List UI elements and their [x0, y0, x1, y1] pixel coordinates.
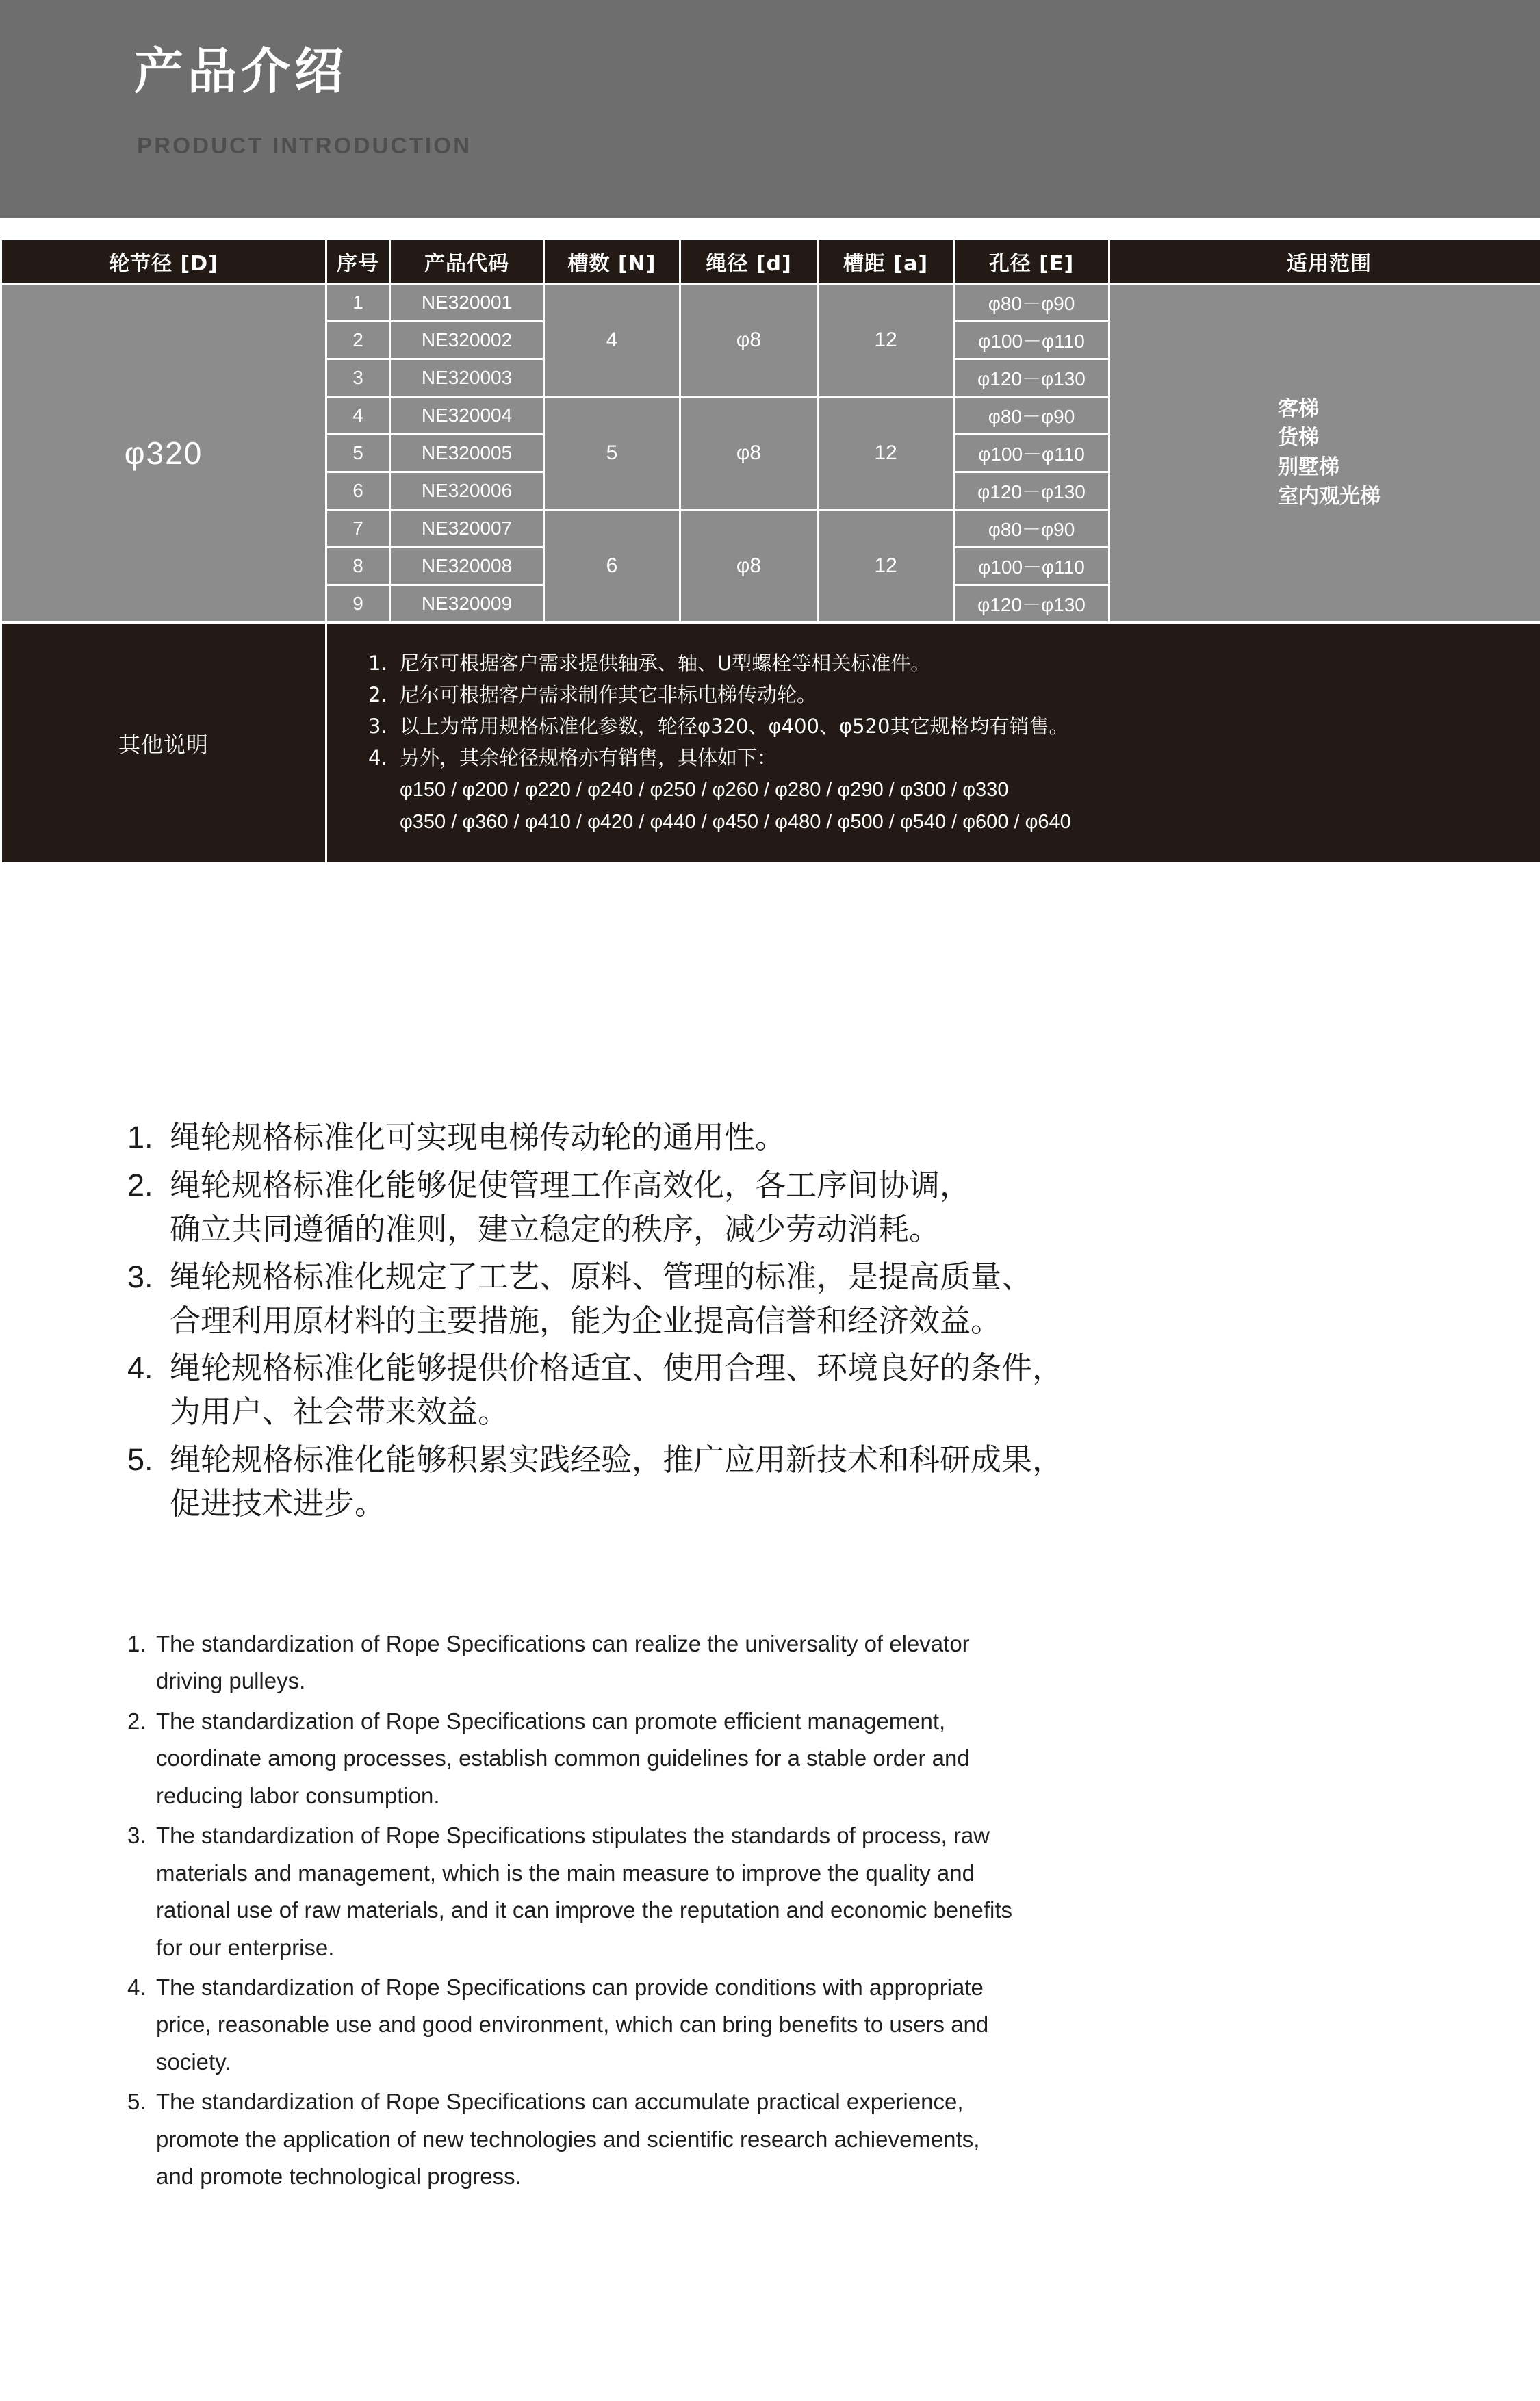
specification-table-wrapper [0, 238, 1540, 864]
note-item [368, 743, 1540, 773]
list-item-text [170, 1116, 1448, 1159]
list-item-line: The standardization of Rope Specifications can promote efficient management, [156, 1708, 946, 1734]
list-item [127, 2083, 1455, 2195]
list-item [127, 1255, 1448, 1343]
list-item-line: 绳轮规格标准化能够提供价格适宜、使用合理、环境良好的条件， [170, 1350, 1064, 1387]
list-item-text [156, 1817, 1455, 1966]
cell-bore-diameter: φ80－φ90 [955, 511, 1108, 546]
cell-product-code: NE320009 [391, 586, 543, 621]
cell-groove-count: 5 [545, 398, 679, 509]
english-benefits-list [127, 1626, 1455, 2198]
list-item-line: The standardization of Rope Specifications can realize the universality of elevator [156, 1631, 970, 1656]
note-number: 4. [368, 746, 387, 770]
note-text: 尼尔可根据客户需求制作其它非标电梯传动轮。 [400, 683, 817, 707]
col-header-product-code: 产品代码 [391, 240, 543, 283]
list-item [127, 1703, 1455, 1814]
list-item-text [170, 1438, 1448, 1526]
list-item-number: 1. [127, 1631, 146, 1656]
scope-item: 别墅梯 [1278, 455, 1339, 479]
list-item-line: The standardization of Rope Specifications can accumulate practical experience, [156, 2089, 964, 2115]
cell-rope-diameter: φ8 [681, 398, 817, 509]
page-subtitle: PRODUCT INTRODUCTION [137, 133, 472, 158]
cell-rope-diameter: φ8 [681, 285, 817, 396]
cell-index: 6 [327, 473, 389, 509]
note-number: 1. [368, 652, 387, 675]
list-item-line: 合理利用原材料的主要措施，能为企业提高信誉和经济效益。 [170, 1302, 1002, 1339]
list-item-text [156, 1969, 1455, 2081]
other-notes-row [2, 624, 1540, 862]
cell-bore-diameter: φ100－φ110 [955, 322, 1108, 358]
other-notes-body [327, 624, 1540, 862]
chinese-benefits-list [127, 1116, 1448, 1530]
list-item-line: for our enterprise. [156, 1934, 335, 1960]
cell-bore-diameter: φ80－φ90 [955, 398, 1108, 433]
cell-index: 2 [327, 322, 389, 358]
cell-bore-diameter: φ100－φ110 [955, 435, 1108, 471]
col-header-pitch-diameter: 轮节径 [D] [2, 240, 325, 283]
cell-product-code: NE320002 [391, 322, 543, 358]
cell-groove-pitch: 12 [819, 398, 953, 509]
cell-product-code: NE320008 [391, 548, 543, 584]
page-header-banner [0, 0, 1540, 218]
cell-rope-diameter: φ8 [681, 511, 817, 621]
col-header-application-scope: 适用范围 [1110, 240, 1540, 283]
note-number: 3. [368, 715, 387, 739]
cell-index: 7 [327, 511, 389, 546]
note-text: 以上为常用规格标准化参数，轮径φ320、φ400、φ520其它规格均有销售。 [400, 715, 1069, 739]
cell-application-scope [1110, 285, 1540, 621]
list-item-line: 绳轮规格标准化规定了工艺、原料、管理的标准，是提高质量、 [170, 1258, 1033, 1295]
list-item-number: 2. [127, 1708, 146, 1734]
list-item-number: 3. [127, 1823, 146, 1849]
list-item-number: 1. [127, 1120, 153, 1155]
cell-index: 9 [327, 586, 389, 621]
list-item-line: society. [156, 2049, 231, 2075]
list-item-line: coordinate among processes, establish common guidelines for a stable order and [156, 1745, 970, 1771]
note-item [368, 711, 1540, 741]
list-item-number: 5. [127, 2089, 146, 2115]
list-item [127, 1164, 1448, 1251]
cell-pitch-diameter: φ320 [2, 285, 325, 621]
cell-bore-diameter: φ100－φ110 [955, 548, 1108, 584]
note-item [368, 680, 1540, 710]
cell-groove-count: 6 [545, 511, 679, 621]
note-size-list [368, 774, 1540, 838]
list-item [127, 1438, 1448, 1526]
list-item-line: price, reasonable use and good environment, which can bring benefits to users and [156, 2012, 989, 2038]
list-item-number: 2. [127, 1167, 153, 1203]
cell-index: 1 [327, 285, 389, 320]
list-item-text [156, 1626, 1455, 1700]
cell-index: 5 [327, 435, 389, 471]
scope-item: 室内观光梯 [1278, 484, 1381, 509]
list-item-text [156, 1703, 1455, 1814]
cell-groove-count: 4 [545, 285, 679, 396]
list-item-line: 确立共同遵循的准则，建立稳定的秩序，减少劳动消耗。 [170, 1210, 940, 1247]
note-item [368, 648, 1540, 678]
list-item-line: rational use of raw materials, and it can improve the reputation and economic benefits [156, 1897, 1013, 1923]
cell-product-code: NE320007 [391, 511, 543, 546]
list-item-line: promote the application of new technologies and scientific research achievements, [156, 2126, 980, 2152]
scope-item: 货梯 [1278, 426, 1319, 450]
cell-product-code: NE320003 [391, 360, 543, 396]
cell-bore-diameter: φ120－φ130 [955, 586, 1108, 621]
table-header-row [2, 240, 1540, 283]
list-item [127, 1626, 1455, 1700]
other-notes-label: 其他说明 [2, 624, 325, 862]
cell-index: 3 [327, 360, 389, 396]
note-number: 2. [368, 683, 387, 707]
application-scope-list [1278, 395, 1381, 511]
cell-bore-diameter: φ120－φ130 [955, 360, 1108, 396]
cell-index: 8 [327, 548, 389, 584]
list-item-text [170, 1346, 1448, 1434]
cell-bore-diameter: φ80－φ90 [955, 285, 1108, 320]
list-item-line: 绳轮规格标准化能够积累实践经验，推广应用新技术和科研成果， [170, 1441, 1064, 1478]
note-size-line: φ350 / φ360 / φ410 / φ420 / φ440 / φ450 / φ480 / φ500 / φ540 / φ600 / φ640 [400, 810, 1071, 833]
list-item-line: materials and management, which is the main measure to improve the quality and [156, 1860, 975, 1886]
cell-product-code: NE320004 [391, 398, 543, 433]
cell-product-code: NE320006 [391, 473, 543, 509]
list-item-text [170, 1164, 1448, 1251]
list-item-text [156, 2083, 1455, 2195]
col-header-bore-diameter: 孔径 [E] [955, 240, 1108, 283]
list-item [127, 1817, 1455, 1966]
list-item-line: reducing labor consumption. [156, 1782, 440, 1808]
list-item-text [170, 1255, 1448, 1343]
list-item-line: 为用户、社会带来效益。 [170, 1394, 509, 1430]
list-item-line: driving pulleys. [156, 1668, 306, 1694]
col-header-groove-pitch: 槽距 [a] [819, 240, 953, 283]
list-item-number: 4. [127, 1974, 146, 2000]
list-item-number: 3. [127, 1259, 153, 1294]
list-item-line: 促进技术进步。 [170, 1485, 386, 1522]
col-header-rope-diameter: 绳径 [d] [681, 240, 817, 283]
list-item-line: The standardization of Rope Specifications can provide conditions with appropriate [156, 1974, 984, 2000]
note-text: 尼尔可根据客户需求提供轴承、轴、U型螺栓等相关标准件。 [400, 652, 931, 675]
list-item-number: 5. [127, 1442, 153, 1478]
list-item-line: and promote technological progress. [156, 2164, 522, 2190]
list-item-line: The standardization of Rope Specifications stipulates the standards of process, raw [156, 1823, 990, 1849]
scope-item: 客梯 [1278, 396, 1319, 421]
cell-index: 4 [327, 398, 389, 433]
table-row [2, 285, 1540, 320]
list-item [127, 1969, 1455, 2081]
cell-bore-diameter: φ120－φ130 [955, 473, 1108, 509]
specification-table [0, 238, 1540, 864]
list-item-number: 4. [127, 1350, 153, 1386]
list-item [127, 1116, 1448, 1159]
col-header-groove-count: 槽数 [N] [545, 240, 679, 283]
cell-groove-pitch: 12 [819, 285, 953, 396]
note-text: 另外，其余轮径规格亦有销售，具体如下： [400, 746, 778, 770]
list-item-line: 绳轮规格标准化可实现电梯传动轮的通用性。 [170, 1119, 786, 1155]
cell-product-code: NE320005 [391, 435, 543, 471]
page-title: 产品介绍 [134, 42, 348, 100]
col-header-index: 序号 [327, 240, 389, 283]
cell-product-code: NE320001 [391, 285, 543, 320]
note-size-line: φ150 / φ200 / φ220 / φ240 / φ250 / φ260 / φ280 / φ290 / φ300 / φ330 [400, 779, 1009, 801]
list-item-line: 绳轮规格标准化能够促使管理工作高效化，各工序间协调， [170, 1166, 971, 1203]
list-item [127, 1346, 1448, 1434]
cell-groove-pitch: 12 [819, 511, 953, 621]
